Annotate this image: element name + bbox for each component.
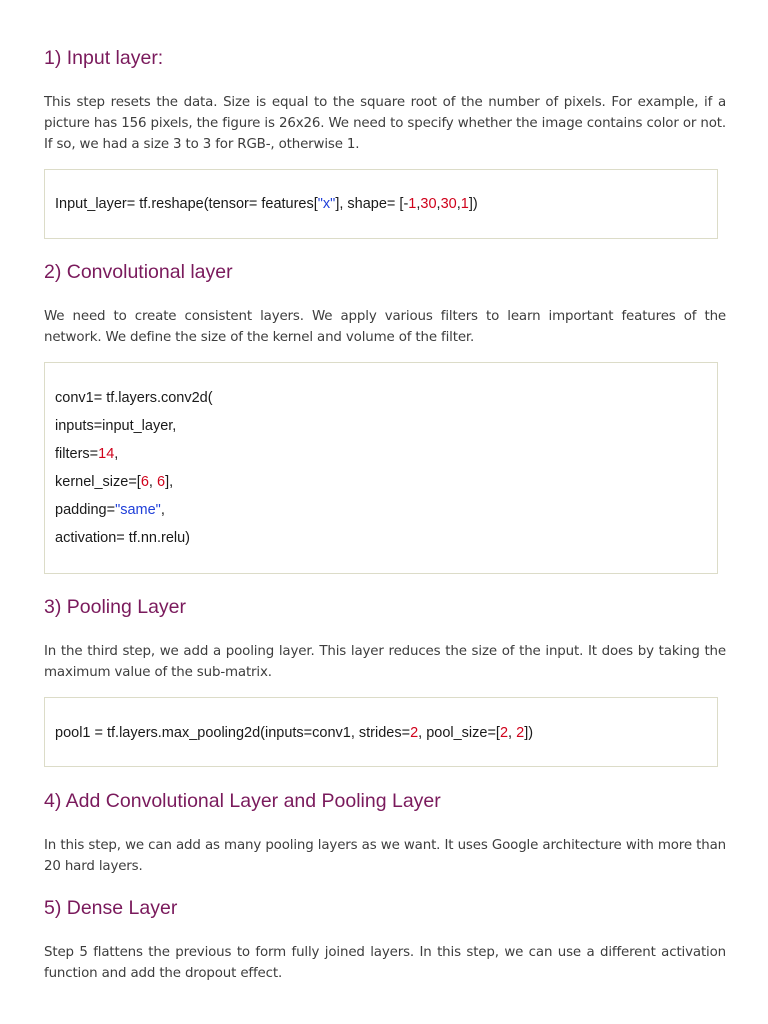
section-heading-convolutional-layer: 2) Convolutional layer [44,261,233,283]
code-text: , [508,725,517,741]
code-number: 2 [410,725,419,741]
code-text: , [416,196,421,212]
code-line [55,384,717,412]
code-text: ], [165,474,174,490]
code-text: ]) [524,725,534,741]
code-text: , [114,446,119,462]
section-heading-pooling-layer: 3) Pooling Layer [44,596,187,618]
section-text-pooling-layer: In the third step, we add a pooling layer. This layer reduces the size of the input. It does by taking the maximum value of the sub-matrix. [44,644,726,680]
code-number: 2 [516,725,525,741]
code-text: , [456,196,461,212]
code-text: activation= tf.nn.relu) [55,530,191,546]
section-heading-add-conv-pooling: 4) Add Convolutional Layer and Pooling Layer [44,790,441,812]
code-text: conv1= tf.layers.conv2d( [55,390,213,406]
section-text-convolutional-layer: We need to create consistent layers. We apply various filters to learn important features of the network. We define the size of the kernel and volume of the filter. [44,309,726,345]
code-text: filters= [55,446,99,462]
code-text: , [148,474,157,490]
code-text: padding= [55,502,116,518]
section-text-dense-layer: Step 5 flattens the previous to form fully joined layers. In this step, we can use a different activation function and add the dropout effect. [44,945,726,981]
code-text: pool1 = tf.layers.max_pooling2d(inputs=conv1, strides= [55,725,411,741]
code-block-pooling-layer [44,697,718,767]
code-text: , pool_size=[ [418,725,500,741]
code-text: , [436,196,441,212]
code-number: 30 [440,196,457,212]
code-line [55,412,717,440]
code-block-convolutional-layer [44,362,718,574]
code-number: 14 [98,446,115,462]
code-number: 6 [156,474,166,490]
code-line [55,190,717,218]
code-text: Input_layer= tf.reshape(tensor= features[ [55,196,318,212]
code-line [55,719,717,747]
code-line [55,524,717,552]
section-heading-input-layer: 1) Input layer: [44,47,164,69]
code-number: 1 [408,196,417,212]
code-number: 30 [420,196,437,212]
code-line [55,468,717,496]
code-string: "x" [317,196,336,212]
code-number: 6 [140,474,149,490]
code-text: inputs=input_layer, [55,418,177,434]
section-heading-dense-layer: 5) Dense Layer [44,897,178,919]
code-string: "same" [115,502,161,518]
code-text: ]) [468,196,478,212]
code-block-input-layer [44,169,718,239]
code-number: 1 [460,196,469,212]
section-text-input-layer: This step resets the data. Size is equal to the square root of the number of pixels. For example, if a picture has 156 pixels, the figure is 26x26. We need to specify whether the image contains color or not. If so, we had a size 3 to 3 for RGB-, otherwise 1. [44,95,726,152]
code-text: , [160,502,165,518]
code-number: 2 [499,725,509,741]
code-text: kernel_size=[ [55,474,141,490]
code-line [55,496,717,524]
code-line [55,440,717,468]
section-text-add-conv-pooling: In this step, we can add as many pooling layers as we want. It uses Google architecture with more than 20 hard layers. [44,838,726,874]
code-text: ], shape= [- [335,196,409,212]
